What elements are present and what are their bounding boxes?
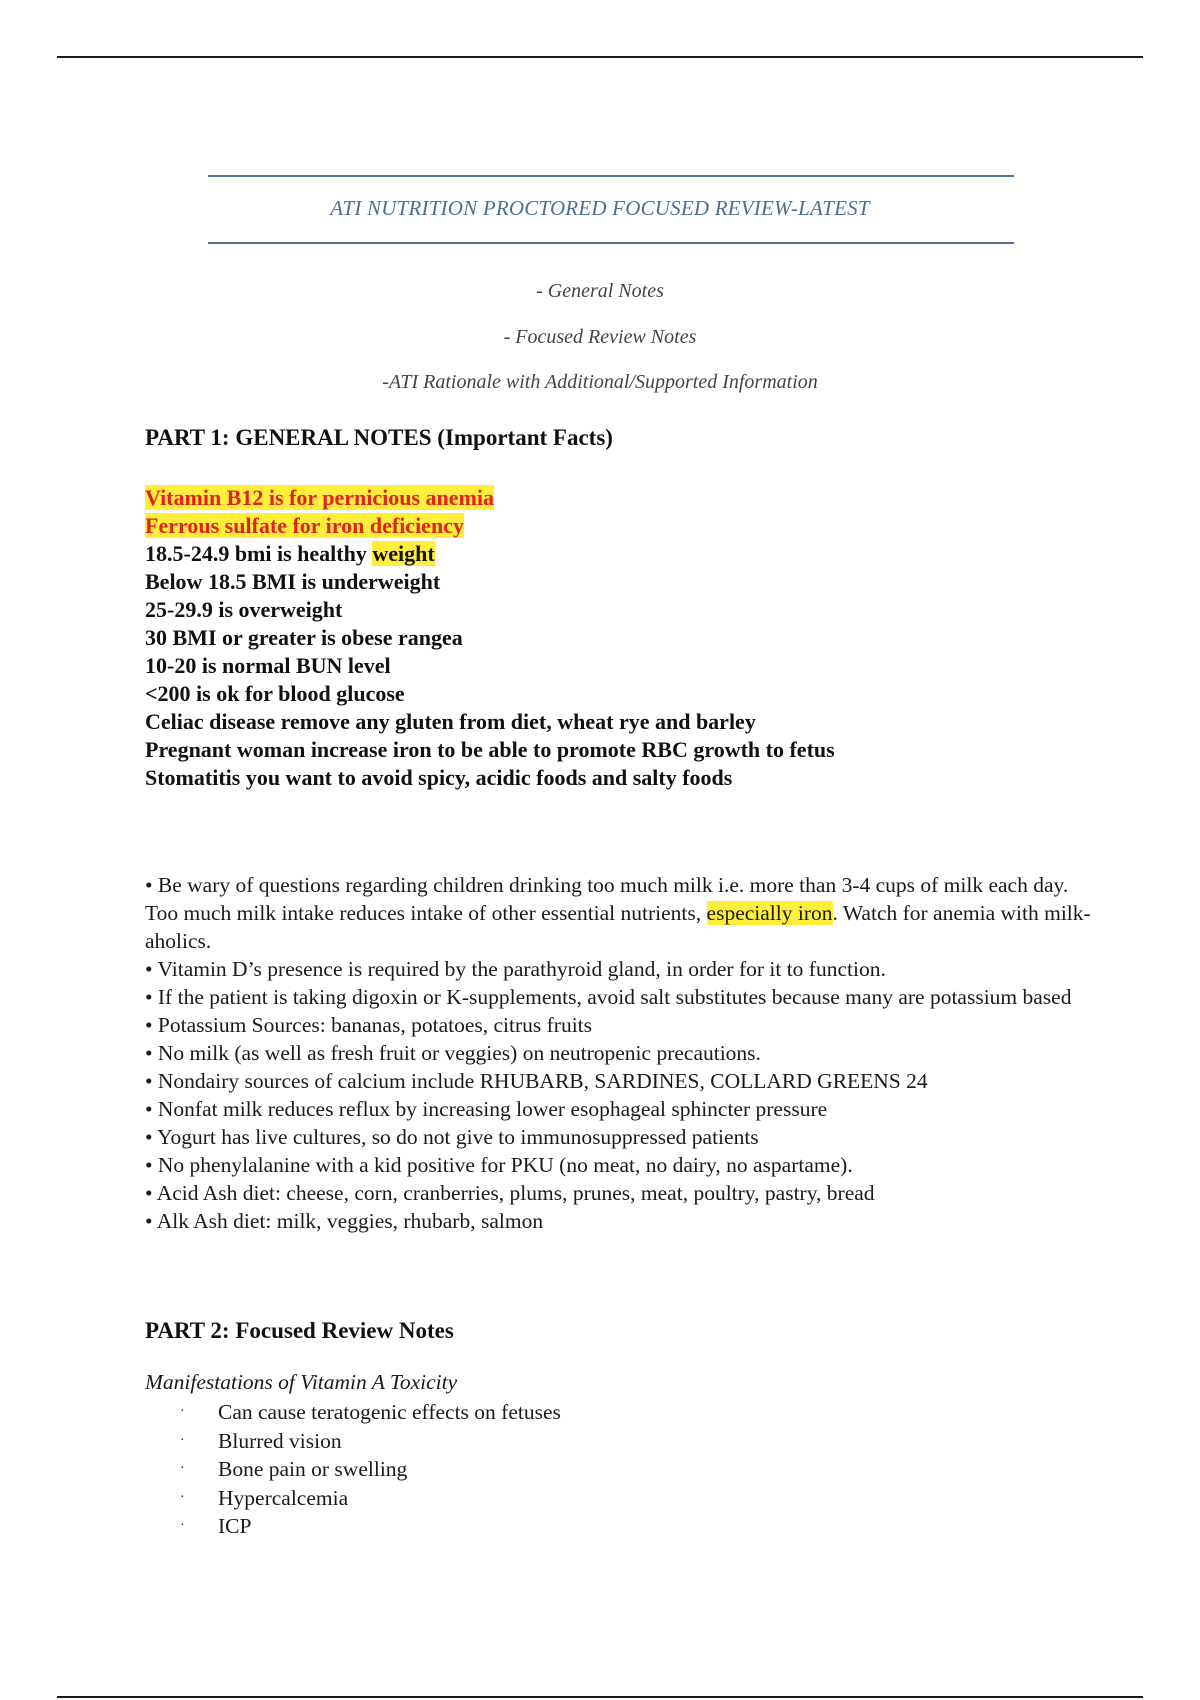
- bottom-page-rule: [57, 1696, 1143, 1698]
- subtitle-focused-review: - Focused Review Notes: [503, 326, 697, 348]
- document-title: ATI NUTRITION PROCTORED FOCUSED REVIEW-LATEST: [330, 196, 870, 220]
- list-item: · Can cause teratogenic effects on fetuses: [180, 1398, 561, 1427]
- vitamin-a-toxicity-heading: Manifestations of Vitamin A Toxicity: [145, 1370, 458, 1394]
- title-rule-bottom: [208, 242, 1014, 244]
- bullet-icon: ·: [180, 1518, 185, 1533]
- bullet-digoxin: • If the patient is taking digoxin or K-supplements, avoid salt substitutes because many are potassium based: [145, 985, 1072, 1009]
- fact-bun: 10-20 is normal BUN level: [145, 653, 391, 678]
- fact-ferrous-sulfate: Ferrous sulfate for iron deficiency: [145, 513, 464, 538]
- bullet-nonfat-milk: • Nonfat milk reduces reflux by increasing lower esophageal sphincter pressure: [145, 1097, 828, 1121]
- bullet-icon: ·: [180, 1432, 185, 1448]
- bullet-vitamin-d: • Vitamin D’s presence is required by the parathyroid gland, in order for it to function.: [145, 957, 886, 981]
- bullet-calcium: • Nondairy sources of calcium include RHUBARB, SARDINES, COLLARD GREENS 24: [145, 1069, 928, 1093]
- fact-glucose: <200 is ok for blood glucose: [145, 681, 405, 706]
- list-item: · ICP: [180, 1512, 561, 1541]
- part2-heading: PART 2: Focused Review Notes: [145, 1318, 454, 1343]
- bullet-icon: ·: [180, 1489, 185, 1505]
- fact-overweight: 25-29.9 is overweight: [145, 597, 343, 622]
- fact-underweight: Below 18.5 BMI is underweight: [145, 569, 441, 594]
- fact-stomatitis: Stomatitis you want to avoid spicy, acidic foods and salty foods: [145, 765, 733, 790]
- bullet-neutropenic: • No milk (as well as fresh fruit or veggies) on neutropenic precautions.: [145, 1041, 761, 1065]
- top-page-rule: [57, 56, 1143, 58]
- fact-healthy-bmi: 18.5-24.9 bmi is healthy weight: [145, 541, 435, 566]
- bullet-milk: • Be wary of questions regarding children drinking too much milk i.e. more than 3-4 cups of milk each day. Too much milk intake reduces intake of other essential nutrients, especially iron. Watch for anemia with milk-aholics.: [145, 873, 1091, 953]
- bullet-yogurt: • Yogurt has live cultures, so do not give to immunosuppressed patients: [145, 1125, 759, 1149]
- general-facts-list: [145, 484, 835, 792]
- fact-celiac: Celiac disease remove any gluten from diet, wheat rye and barley: [145, 709, 756, 734]
- bullet-alk-ash: • Alk Ash diet: milk, veggies, rhubarb, salmon: [145, 1209, 544, 1233]
- bullet-icon: ·: [180, 1461, 185, 1476]
- list-item: · Blurred vision: [180, 1427, 561, 1456]
- general-bullets-list: [145, 871, 1105, 1235]
- title-rule-top: [208, 175, 1014, 177]
- subtitle-general-notes: - General Notes: [536, 280, 664, 302]
- fact-pregnant-iron: Pregnant woman increase iron to be able to promote RBC growth to fetus: [145, 737, 835, 762]
- bullet-pku: • No phenylalanine with a kid positive for PKU (no meat, no dairy, no aspartame).: [145, 1153, 853, 1177]
- list-item: · Hypercalcemia: [180, 1484, 561, 1513]
- bullet-acid-ash: • Acid Ash diet: cheese, corn, cranberries, plums, prunes, meat, poultry, pastry, bread: [145, 1181, 875, 1205]
- fact-b12: Vitamin B12 is for pernicious anemia: [145, 485, 494, 510]
- part1-heading: PART 1: GENERAL NOTES (Important Facts): [145, 425, 613, 450]
- list-item: · Bone pain or swelling: [180, 1455, 561, 1484]
- fact-obese: 30 BMI or greater is obese rangea: [145, 625, 463, 650]
- bullet-icon: ·: [180, 1404, 185, 1419]
- bullet-potassium: • Potassium Sources: bananas, potatoes, citrus fruits: [145, 1013, 593, 1037]
- subtitle-ati-rationale: -ATI Rationale with Additional/Supported Information: [382, 371, 818, 393]
- vitamin-a-toxicity-list: [180, 1398, 561, 1541]
